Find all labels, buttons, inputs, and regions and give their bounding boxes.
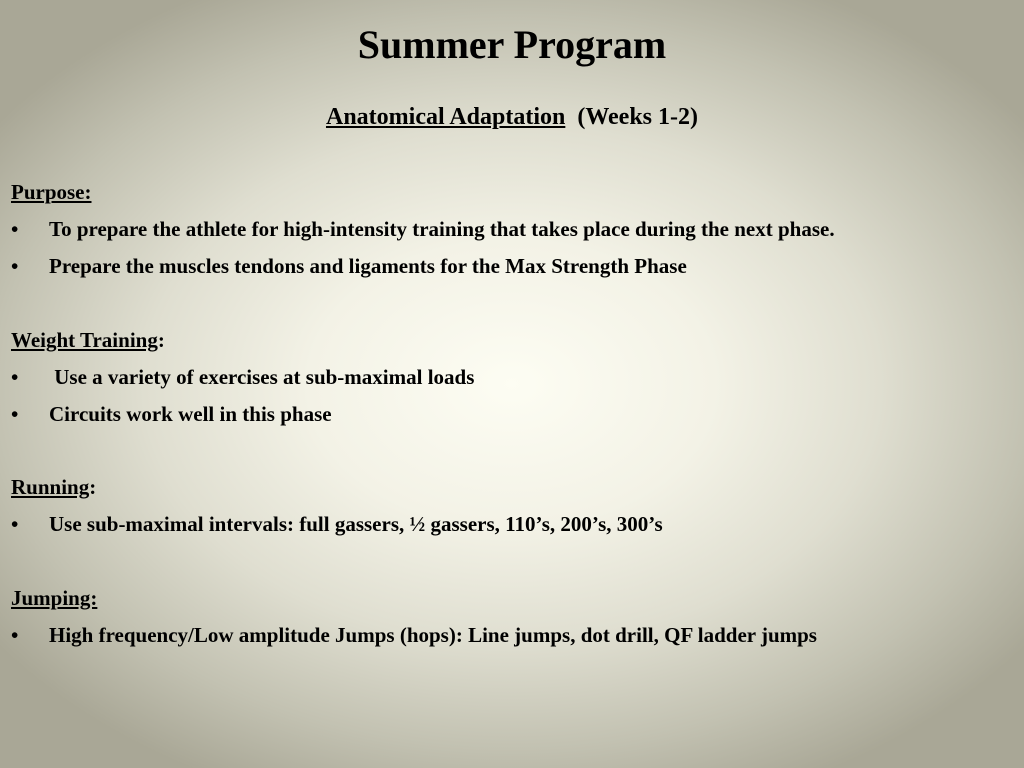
section-heading-label: Running <box>11 475 90 499</box>
list-item-text: Use a variety of exercises at sub-maximal loads <box>49 365 475 389</box>
phase-weeks: (Weeks 1-2) <box>577 104 698 130</box>
list-item-text: High frequency/Low amplitude Jumps (hops): Line jumps, dot drill, QF ladder jumps <box>49 623 817 647</box>
section-heading-weight-training <box>11 326 165 354</box>
bullet-icon: • <box>11 365 19 389</box>
list-item-text: Prepare the muscles tendons and ligaments for the Max Strength Phase <box>49 254 687 278</box>
phase-name: Anatomical Adaptation <box>325 104 566 130</box>
bullet-icon: • <box>11 512 19 536</box>
bullet-icon: • <box>11 217 19 241</box>
list-item-text: Use sub-maximal intervals: full gassers, ½ gassers, 110’s, 200’s, 300’s <box>49 512 663 536</box>
section-heading-label: Jumping: <box>11 586 98 610</box>
section-heading-suffix: : <box>157 328 165 352</box>
list-item-text: To prepare the athlete for high-intensity training that takes place during the next phase. <box>49 217 835 241</box>
slide-title: Summer Program <box>357 22 667 67</box>
section-heading-purpose <box>11 178 92 206</box>
bullet-icon: • <box>11 402 19 426</box>
section-heading-label: Weight Training <box>11 328 158 352</box>
list-item-text: Circuits work well in this phase <box>49 402 332 426</box>
section-heading-running <box>11 473 96 501</box>
bullet-icon: • <box>11 623 19 647</box>
slide-subtitle <box>0 101 1024 133</box>
section-heading-label: Purpose: <box>11 180 92 204</box>
section-heading-suffix: : <box>89 475 97 499</box>
section-heading-jumping <box>11 584 97 612</box>
bullet-icon: • <box>11 254 19 278</box>
